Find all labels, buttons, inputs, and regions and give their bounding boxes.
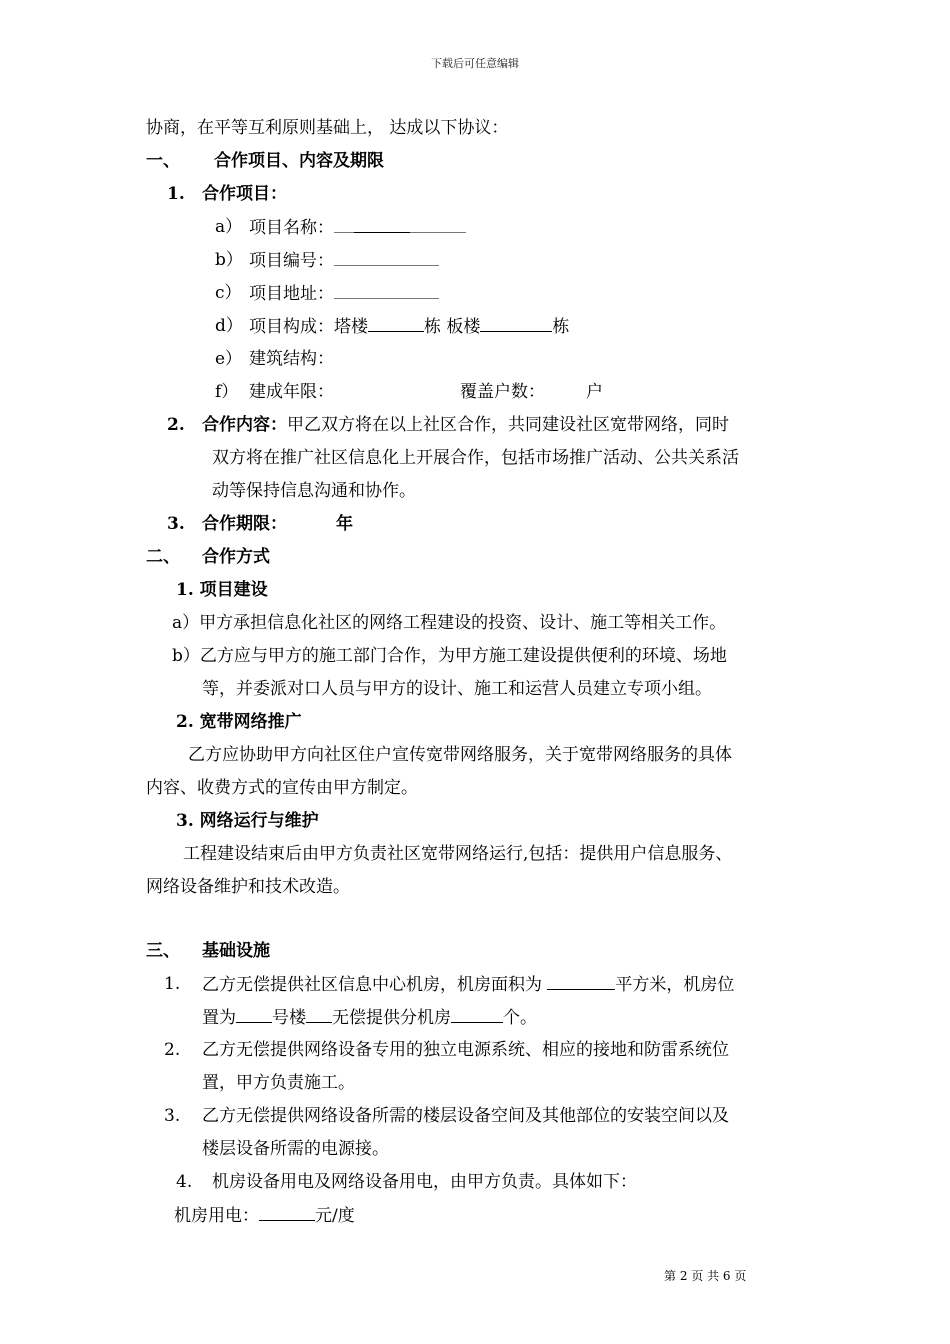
project-name-blank-lead [334, 216, 354, 233]
sub-f-label: f） [215, 382, 239, 402]
infra-item-1-number: 1. [164, 974, 181, 994]
build-year-label: 建成年限： [249, 382, 334, 402]
item-3-number: 3. [167, 514, 185, 534]
project-composition-label: 项目构成：塔楼 [249, 317, 368, 337]
project-number-label: 项目编号： [249, 251, 334, 271]
infra-item-2-line-1: 乙方无偿提供网络设备专用的独立电源系统、相应的接地和防雷系统位 [202, 1040, 729, 1060]
infra-item-4-text: 机房设备用电及网络设备用电，由甲方负责。具体如下： [212, 1172, 637, 1192]
promotion-line-1: 乙方应协助甲方向社区住户宣传宽带网络服务，关于宽带网络服务的具体 [188, 745, 732, 765]
sub-b-row [249, 249, 439, 272]
room-area-text: 乙方无偿提供社区信息中心机房，机房面积为 [202, 975, 548, 995]
infra-item-3-line-2: 楼层设备所需的电源接。 [202, 1139, 389, 1159]
term-unit: 年 [336, 514, 353, 534]
construction-item-b-line-1: b）乙方应与甲方的施工部门合作，为甲方施工建设提供便利的环境、场地 [172, 646, 727, 666]
operation-line-1: 工程建设结束后由甲方负责社区宽带网络运行,包括：提供用户信息服务、 [183, 844, 733, 864]
item-2-title: 合作内容： [202, 415, 287, 435]
project-address-label: 项目地址： [249, 284, 334, 304]
infra-item-1-line-2 [202, 1006, 537, 1029]
slab-building-label: 栋 板楼 [424, 317, 481, 337]
item-1-number: 1. [167, 184, 185, 204]
location-prefix: 置为 [202, 1008, 236, 1028]
sub-c-row [249, 282, 439, 305]
branch-room-text: 无偿提供分机房 [332, 1008, 451, 1028]
tower-count-blank [368, 315, 424, 332]
promotion-line-2: 内容、收费方式的宣传由甲方制定。 [146, 778, 418, 798]
floor-blank [306, 1006, 332, 1023]
sub-c-label: c） [215, 283, 242, 303]
item-2-line-3: 动等保持信息沟通和协作。 [212, 481, 416, 501]
power-price-label: 机房用电： [174, 1206, 259, 1226]
section-1-title: 合作项目、内容及期限 [214, 151, 384, 171]
building-structure-label: 建筑结构： [249, 349, 334, 369]
project-construction-title: 1. 项目建设 [176, 580, 268, 600]
item-2-line-2: 双方将在推广社区信息化上开展合作，包括市场推广活动、公共关系活 [212, 448, 739, 468]
infra-item-4-number: 4. [176, 1172, 193, 1192]
section-3-title: 基础设施 [202, 941, 270, 961]
section-2-number: 二、 [146, 547, 180, 567]
page-header: 下载后可任意编辑 [431, 57, 519, 70]
branch-room-unit: 个。 [503, 1008, 537, 1028]
sub-b-label: b） [215, 250, 243, 270]
room-location-text: 平方米，机房位 [615, 975, 735, 995]
project-name-blank-tail [410, 216, 466, 233]
infra-item-2-line-2: 置，甲方负责施工。 [202, 1073, 355, 1093]
project-number-blank [334, 249, 439, 266]
branch-room-count-blank [451, 1006, 503, 1023]
sub-a-row [249, 216, 466, 239]
promotion-title: 2. 宽带网络推广 [176, 712, 302, 732]
building-suffix: 号楼 [272, 1008, 306, 1028]
sub-a-label: a） [215, 217, 243, 237]
power-price-line [174, 1204, 355, 1227]
household-unit: 户 [586, 382, 603, 402]
item-2-line-1 [202, 414, 729, 436]
item-2-text-1: 甲乙双方将在以上社区合作，共同建设社区宽带网络，同时 [287, 415, 729, 435]
infra-item-3-line-1: 乙方无偿提供网络设备所需的楼层设备空间及其他部位的安装空间以及 [202, 1106, 729, 1126]
project-name-label: 项目名称： [249, 218, 334, 238]
infra-item-1-line-1 [202, 973, 734, 996]
sub-d-label: d） [215, 316, 243, 336]
section-2-title: 合作方式 [202, 547, 270, 567]
item-1-title: 合作项目： [202, 184, 287, 204]
project-name-blank [354, 216, 410, 233]
sub-e-label: e） [215, 349, 243, 369]
page-footer: 第 2 页 共 6 页 [664, 1269, 747, 1283]
power-price-blank [259, 1204, 315, 1221]
construction-item-b-line-2: 等，并委派对口人员与甲方的设计、施工和运营人员建立专项小组。 [202, 679, 712, 699]
section-3-number: 三、 [146, 941, 180, 961]
item-2-number: 2. [167, 415, 185, 435]
operation-line-2: 网络设备维护和技术改造。 [146, 877, 350, 897]
infra-item-3-number: 3. [164, 1106, 181, 1126]
item-3-title: 合作期限： [202, 514, 287, 534]
slab-count-blank [480, 315, 552, 332]
coverage-label: 覆盖户数： [460, 382, 545, 402]
operation-title: 3. 网络运行与维护 [176, 811, 319, 831]
infra-item-2-number: 2. [164, 1040, 181, 1060]
room-area-blank [547, 973, 615, 990]
construction-item-a: a）甲方承担信息化社区的网络工程建设的投资、设计、施工等相关工作。 [172, 613, 727, 633]
sub-d-row [249, 315, 569, 338]
section-1-number: 一、 [146, 151, 180, 171]
building-unit-label: 栋 [552, 317, 570, 337]
intro-line: 协商，在平等互利原则基础上， 达成以下协议： [146, 118, 509, 138]
building-number-blank [236, 1006, 272, 1023]
power-price-unit: 元/度 [315, 1206, 355, 1226]
project-address-blank [334, 282, 439, 299]
